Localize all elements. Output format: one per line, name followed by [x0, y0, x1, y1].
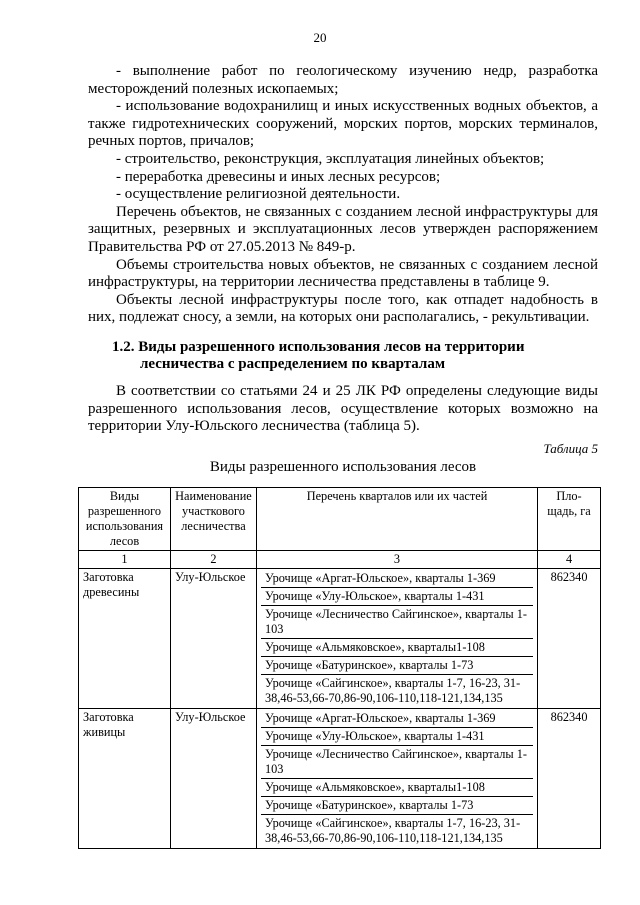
column-number-row [79, 551, 601, 569]
page-number: 20 [313, 30, 327, 45]
list-item: - использование водохранилищ и иных искусственных водных объектов, а также гидротехнических сооружений, морских портов, морских терминалов, речных портов, причалов; [88, 98, 598, 150]
quarter-item: Урочище «Батуринское», кварталы 1-73 [261, 797, 533, 815]
section-heading-line1: 1.2. Виды разрешенного использования лесов на территории [112, 339, 525, 355]
quarter-item: Урочище «Лесничество Сайгинское», кварталы 1-103 [261, 746, 533, 779]
header-cell: Перечень кварталов или их частей [256, 488, 537, 551]
paragraph: Перечень объектов, не связанных с созданием лесной инфраструктуры для защитных, резервных и эксплуатационных лесов утвержден распоряжением Правительства РФ от 27.05.2013 № 849-р. [88, 203, 598, 255]
quarter-item: Урочище «Альмяковское», кварталы1-108 [261, 779, 533, 797]
district-cell: Улу-Юльское [170, 709, 256, 849]
quarter-item: Урочище «Батуринское», кварталы 1-73 [261, 657, 533, 675]
quarters-cell [256, 569, 537, 709]
header-cell: Наименование участкового лесничества [170, 488, 256, 551]
quarter-item: Урочище «Сайгинское», кварталы 1-7, 16-23, 31-38,46-53,66-70,86-90,106-110,118-121,134,135 [264, 816, 521, 845]
quarter-item: Урочище «Аргат-Юльское», кварталы 1-369 [261, 710, 533, 728]
column-number: 4 [538, 551, 601, 569]
use-type-cell: Заготовка древесины [79, 569, 171, 709]
column-number: 2 [170, 551, 256, 569]
quarter-item: Урочище «Альмяковское», кварталы1-108 [261, 639, 533, 657]
body-text [88, 63, 598, 327]
area-cell: 862340 [538, 569, 601, 709]
quarters-cell [256, 709, 537, 849]
header-cell: Пло-щадь, га [538, 488, 601, 551]
column-number: 1 [79, 551, 171, 569]
table-label: Таблица 5 [543, 441, 598, 456]
header-cell: Виды разрешенного использования лесов [79, 488, 171, 551]
list-item: - выполнение работ по геологическому изучению недр, разработка месторождений полезных ископаемых; [88, 63, 598, 97]
quarter-item: Урочище «Улу-Юльское», кварталы 1-431 [261, 728, 533, 746]
table-title: Виды разрешенного использования лесов [209, 459, 477, 475]
paragraph: Объемы строительства новых объектов, не связанных с созданием лесной инфраструктуры, на территории лесничества представлены в таблице 9. [88, 256, 598, 291]
area-cell: 862340 [538, 709, 601, 849]
list-item: - осуществление религиозной деятельности. [116, 186, 401, 203]
table-row [79, 709, 601, 849]
table-header-row [79, 488, 601, 551]
section-heading [112, 339, 592, 373]
column-number: 3 [256, 551, 537, 569]
section-intro [88, 383, 598, 436]
quarter-item: Урочище «Лесничество Сайгинское», кварталы 1-103 [261, 606, 533, 639]
intro-paragraph: В соответствии со статьями 24 и 25 ЛК РФ определены следующие виды разрешенного использования лесов, осуществление которых возможно на территории Улу-Юльского лесничества (таблица 5). [88, 383, 598, 435]
use-type-cell: Заготовка живицы [79, 709, 171, 849]
section-heading-line2: лесничества с распределением по кварталам [140, 356, 446, 372]
list-item: - строительство, реконструкция, эксплуатация линейных объектов; [116, 150, 545, 167]
paragraph: Объекты лесной инфраструктуры после того, как отпадет надобность в них, подлежат сносу, а земли, на которых они располагались, - рекультивации. [88, 291, 598, 326]
list-item: - переработка древесины и иных лесных ресурсов; [116, 168, 441, 185]
table-row [79, 569, 601, 709]
quarter-item: Урочище «Сайгинское», кварталы 1-7, 16-23, 31-38,46-53,66-70,86-90,106-110,118-121,134,135 [264, 676, 521, 705]
permitted-use-table [78, 487, 601, 849]
quarter-item: Урочище «Аргат-Юльское», кварталы 1-369 [261, 570, 533, 588]
district-cell: Улу-Юльское [170, 569, 256, 709]
quarter-item: Урочище «Улу-Юльское», кварталы 1-431 [261, 588, 533, 606]
